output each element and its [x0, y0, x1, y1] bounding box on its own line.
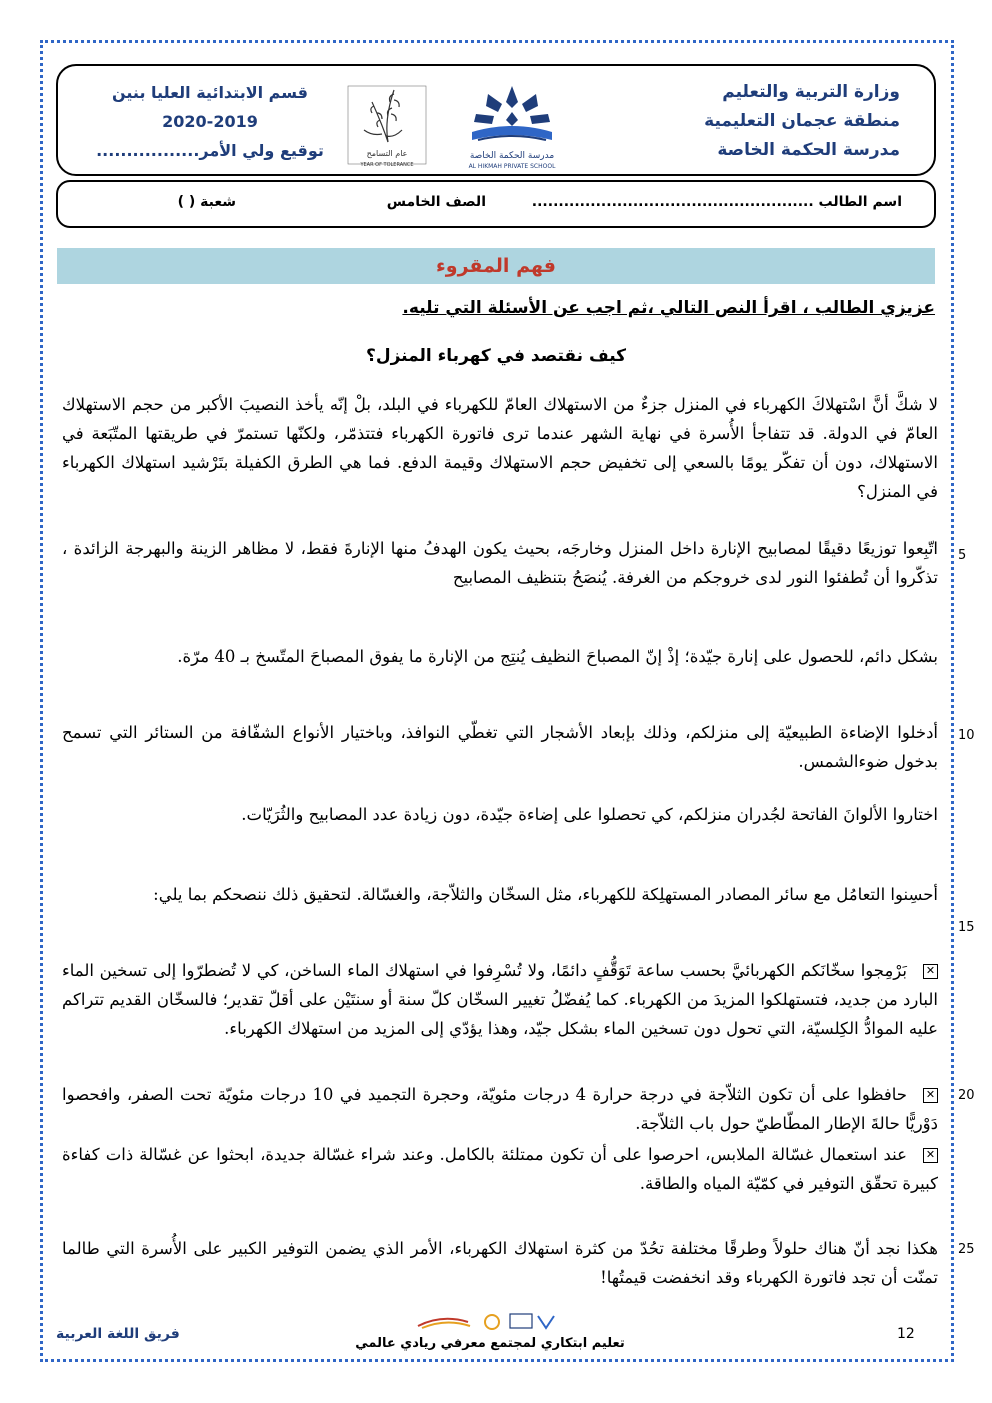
paragraph-natural-light: أدخلوا الإضاءة الطبيعيّة إلى منزلكم، وذلك بإبعاد الأشجار التي تغطّي النوافذ، وباختيار الأنواع الشفّافة من الستائر التي تسمح بدخول ضوءالشمس.	[62, 723, 938, 771]
ministry-name: وزارة التربية والتعليم	[722, 82, 900, 102]
paragraph-lighting: اتّبِعوا توزيعًا دقيقًا لمصابيح الإنارة داخل المنزل وخارجَه، بحيث يكون الهدفُ منها الإنارةَ فقط، لا مظاهر الزينة والبهرجة الزائدة ، تذكّروا أن تُطفئوا النور لدى خروجكم من الغرفة. يُنصَحُ بتنظيف المصابيح	[62, 539, 938, 587]
line-number: 15	[958, 920, 975, 935]
instruction-line: عزيزي الطالب ، اقرأ النص التالي ،ثم اجب عن الأسئلة التي تليه.	[402, 298, 935, 318]
paragraph-wall-colors: اختاروا الألوانَ الفاتحة لجُدران منزلكم، كي تحصلوا على إضاءة جيّدة، دون زيادة عدد المصابيح والثُرَيّات.	[241, 805, 938, 824]
school-logo-caption-ar: مدرسة الحكمة الخاصة	[469, 151, 555, 161]
line-number: 20	[958, 1088, 975, 1103]
footer-partner-logos	[412, 1310, 572, 1334]
header-left-block	[90, 78, 330, 165]
bullet-fridge	[62, 1080, 938, 1138]
line-number: 25	[958, 1242, 975, 1257]
paragraph-clean-lamps: بشكل دائم، للحصول على إنارة جيّدة؛ إذْ إنّ المصباحَ النظيف يُنتِج من الإنارة ما يفوق المصباحَ المتّسخ بـ 40 مرّة.	[177, 647, 938, 666]
tolerance-caption-ar: عام التسامح	[366, 149, 408, 158]
year-of-tolerance-logo	[342, 80, 432, 170]
passage-title: كيف نقتصد في كهرباء المنزل؟	[365, 346, 627, 366]
checkbox-icon: ✕	[923, 1148, 938, 1163]
line-number: 10	[958, 728, 975, 743]
team-name: فريق اللغة العربية	[56, 1326, 180, 1342]
section-title-bar: فهم المقروء	[57, 248, 935, 284]
department-name: قسم الابتدائية العليا بنين	[112, 83, 308, 102]
bullet-washer	[62, 1140, 938, 1198]
academic-year: 2020-2019	[162, 112, 258, 131]
bullet-washer-text: عند استعمال غسّالة الملابس، احرصوا على أن تكون ممتلئة بالكامل. وعند شراء غسّالة جديدة، ابحثوا عن غسّالة ذات كفاءة كبيرة تحقّق التوفير في كمّيّة المياه والطاقة.	[62, 1145, 938, 1193]
school-logo-caption-en: AL HIKMAH PRIVATE SCHOOL	[468, 163, 556, 170]
student-section-field[interactable]: شعبة ( )	[177, 194, 236, 210]
tolerance-caption-en: YEAR OF TOLERANCE	[360, 162, 414, 168]
school-logo	[458, 82, 566, 170]
student-grade: الصف الخامس	[386, 194, 486, 210]
paragraph-conclusion: هكذا نجد أنّ هناك حلولاً وطرقًا مختلفة تحُدّ من كثرة استهلاك الكهرباء، الأمر الذي يضمن التوفير الكبير على الأُسرة التي طالما تمنّت أن تجد فاتورة الكهرباء وقد انخفضت قيمتُها!	[62, 1239, 938, 1287]
bullet-heater-text: بَرْمِجوا سخّانَكم الكهربائيَّ بحسب ساعة تَوَقُّفٍ دائمًا، ولا تُسْرِفوا في استهلاك الماء الساخن، كي لا تُضطرّوا إلى تسخين الماء البارد من جديد، فتستهلكوا المزيدَ من الكهرباء. كما يُفضّلُ تغيير السخّان كلّ سنة أو سنتَيْن على أقلّ تقدير؛ فالسخّان القديم تتراكم عليه الموادُّ الكِلسيّة، التي تحول دون تسخين الماء بشكل جيّد، وهذا يؤدّي إلى المزيد من استهلاك الكهرباء.	[62, 961, 938, 1038]
bullet-heater	[62, 956, 938, 1043]
paragraph-intro: لا شكَّ أنَّ اسْتهلاكَ الكهرباء في المنزل جزءٌ من الاستهلاك العامّ للكهرباء في البلد، بلْ إنّه يأخذ النصيبَ الأكبر من حجم الاستهلاك العامّ في الدولة. قد تتفاجأ الأُسرة في نهاية الشهر عندما ترى فاتورة الكهرباء فتتذمّر، ولكنّها تستمرّ في طريقتها المتّبَعة في الاستهلاك، دون أن تفكّر يومًا بالسعي إلى تخفيض حجم الاستهلاك وقيمة الدفع. فما هي الطرق الكفيلة بتَرْشيد استهلاك الكهرباء في المنزل؟	[62, 395, 938, 501]
footer-slogan: تعليم ابتكاري لمجتمع معرفي ريادي عالمي	[355, 1336, 625, 1351]
line-number: 5	[958, 548, 967, 563]
checkbox-icon: ✕	[923, 964, 938, 979]
zone-name: منطقة عجمان التعليمية	[704, 111, 900, 131]
guardian-signature: توقيع ولي الأمر.................	[96, 141, 324, 160]
school-name: مدرسة الحكمة الخاصة	[717, 140, 900, 160]
bullet-fridge-text: حافظوا على أن تكون الثلاّجة في درجة حرارة 4 درجات مئويّة، وحجرة التجميد في 10 درجات مئويّة تحت الصفر، وافحصوا دَوْريًّا حالةَ الإطار المطّاطيّ حول باب الثلاّجة.	[62, 1085, 938, 1133]
student-name-field[interactable]: اسم الطالب .....................................................	[531, 194, 902, 210]
page-number: 12	[897, 1326, 915, 1342]
checkbox-icon: ✕	[923, 1088, 938, 1103]
header-right-block	[670, 78, 900, 165]
paragraph-appliances: أحسِنوا التعامُل مع سائر المصادر المستهلِكة للكهرباء، مثل السخّان والثلاّجة، والغسّالة. لتحقيق ذلك ننصحكم بما يلي:	[153, 885, 938, 904]
